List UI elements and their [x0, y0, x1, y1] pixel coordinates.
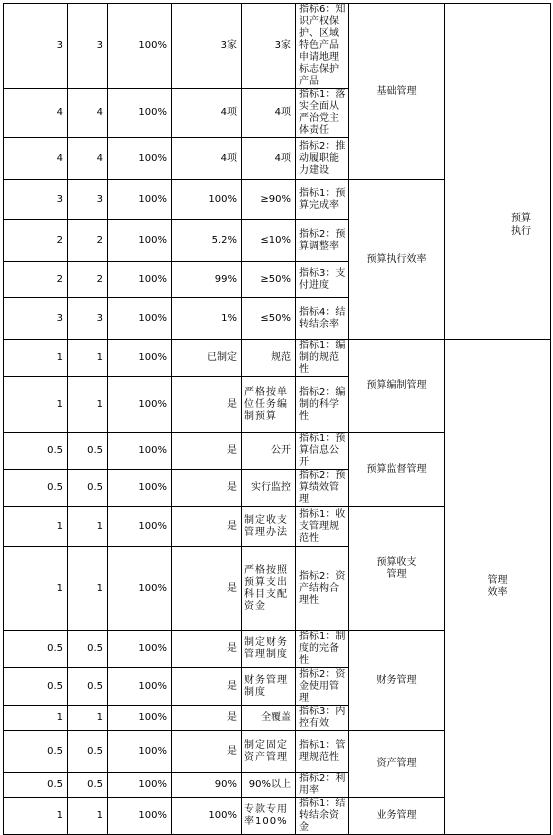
target-cell: 3家: [242, 4, 296, 89]
target-cell: 全覆盖: [242, 706, 296, 731]
rate-cell: 100%: [108, 138, 172, 180]
rate-cell: 100%: [108, 470, 172, 507]
level2-basic-management: 基础管理: [349, 4, 445, 180]
weight-cell: 0.5: [68, 631, 108, 668]
target-cell: ≥90%: [242, 180, 296, 220]
rate-cell: 100%: [108, 433, 172, 470]
actual-cell: 是: [172, 377, 242, 433]
level2-finance-management: 财务管理: [349, 631, 445, 731]
actual-cell: 4项: [172, 138, 242, 180]
score-cell: 1: [4, 547, 68, 631]
target-cell: 财务管理制度: [242, 668, 296, 706]
score-cell: 0.5: [4, 631, 68, 668]
indicator-cell: 指标2：预算绩效管理: [296, 470, 349, 507]
score-cell: 0.5: [4, 773, 68, 798]
weight-cell: 4: [68, 89, 108, 138]
target-cell: 规范: [242, 340, 296, 377]
rate-cell: 100%: [108, 377, 172, 433]
indicator-cell: 指标2：资金使用管理: [296, 668, 349, 706]
weight-cell: 1: [68, 706, 108, 731]
actual-cell: 100%: [172, 180, 242, 220]
level2-asset-management: 资产管理: [349, 731, 445, 798]
actual-cell: 是: [172, 731, 242, 773]
score-cell: 1: [4, 377, 68, 433]
actual-cell: 是: [172, 668, 242, 706]
weight-cell: 0.5: [68, 773, 108, 798]
actual-cell: 已制定: [172, 340, 242, 377]
indicator-cell: 指标1：收支管理规范性: [296, 507, 349, 547]
actual-cell: 3家: [172, 4, 242, 89]
score-cell: 1: [4, 798, 68, 835]
level2-business-management: 业务管理: [349, 798, 445, 835]
target-cell: ≥50%: [242, 262, 296, 298]
actual-cell: 是: [172, 547, 242, 631]
indicator-cell: 指标1：落实全面从严治党主体责任: [296, 89, 349, 138]
actual-cell: 是: [172, 706, 242, 731]
actual-cell: 是: [172, 631, 242, 668]
rate-cell: 100%: [108, 298, 172, 340]
weight-cell: 3: [68, 298, 108, 340]
table-row: [4, 4, 551, 89]
indicator-cell: 指标1：结转结余资金: [296, 798, 349, 835]
indicator-cell: 指标1：编制的规范性: [296, 340, 349, 377]
indicator-cell: 指标2：利用率: [296, 773, 349, 798]
score-cell: 1: [4, 507, 68, 547]
level2-budget-income-expense: 预算收支 管理: [349, 507, 445, 631]
weight-cell: 1: [68, 547, 108, 631]
score-cell: 3: [4, 4, 68, 89]
weight-cell: 1: [68, 377, 108, 433]
score-cell: 1: [4, 340, 68, 377]
indicator-cell: 指标4：结转结余率: [296, 298, 349, 340]
score-cell: 2: [4, 262, 68, 298]
target-cell: 4项: [242, 89, 296, 138]
rate-cell: 100%: [108, 706, 172, 731]
actual-cell: 100%: [172, 798, 242, 835]
rate-cell: 100%: [108, 547, 172, 631]
indicator-table: [3, 3, 551, 835]
indicator-cell: 指标2：推动履职能力建设: [296, 138, 349, 180]
indicator-cell: 指标2：资产结构合理性: [296, 547, 349, 631]
indicator-cell: 指标1：预算信息公开: [296, 433, 349, 470]
indicator-cell: 指标2：编制的科学性: [296, 377, 349, 433]
rate-cell: 100%: [108, 340, 172, 377]
indicator-cell: 指标3：支付进度: [296, 262, 349, 298]
weight-cell: 0.5: [68, 668, 108, 706]
score-cell: 0.5: [4, 470, 68, 507]
weight-cell: 3: [68, 180, 108, 220]
score-cell: 4: [4, 138, 68, 180]
weight-cell: 2: [68, 220, 108, 262]
target-cell: 制定收支管理办法: [242, 507, 296, 547]
target-cell: 实行监控: [242, 470, 296, 507]
target-cell: 严格按照预算支出科目支配资金: [242, 547, 296, 631]
rate-cell: 100%: [108, 773, 172, 798]
indicator-cell: 指标2：预算调整率: [296, 220, 349, 262]
actual-cell: 4项: [172, 89, 242, 138]
indicator-cell: 指标6：知识产权保护、区域特色产品申请地理标志保护产品: [296, 4, 349, 89]
score-cell: 4: [4, 89, 68, 138]
target-cell: 制定固定资产管理: [242, 731, 296, 773]
score-cell: 1: [4, 706, 68, 731]
target-cell: 公开: [242, 433, 296, 470]
score-cell: 3: [4, 180, 68, 220]
target-cell: 90%以上: [242, 773, 296, 798]
actual-cell: 是: [172, 433, 242, 470]
weight-cell: 1: [68, 507, 108, 547]
weight-cell: 0.5: [68, 731, 108, 773]
level1-management-efficiency: 管理 效率: [445, 340, 551, 835]
level2-budget-execution-rate: 预算执行效率: [349, 180, 445, 340]
level1-empty-cell: [445, 4, 551, 340]
actual-cell: 1%: [172, 298, 242, 340]
weight-cell: 1: [68, 340, 108, 377]
weight-cell: 4: [68, 138, 108, 180]
rate-cell: 100%: [108, 798, 172, 835]
target-cell: ≤10%: [242, 220, 296, 262]
rate-cell: 100%: [108, 89, 172, 138]
target-cell: 制定财务管理制度: [242, 631, 296, 668]
rate-cell: 100%: [108, 668, 172, 706]
indicator-cell: 指标1：制度的完备性: [296, 631, 349, 668]
target-cell: 严格按单位任务编制预算: [242, 377, 296, 433]
rate-cell: 100%: [108, 507, 172, 547]
rate-cell: 100%: [108, 262, 172, 298]
weight-cell: 0.5: [68, 470, 108, 507]
rate-cell: 100%: [108, 180, 172, 220]
table-row: [4, 340, 551, 377]
rate-cell: 100%: [108, 731, 172, 773]
target-cell: 4项: [242, 138, 296, 180]
indicator-cell: 指标1：管理规范性: [296, 731, 349, 773]
score-cell: 2: [4, 220, 68, 262]
actual-cell: 是: [172, 470, 242, 507]
target-cell: ≤50%: [242, 298, 296, 340]
performance-evaluation-table: [3, 3, 550, 833]
score-cell: 0.5: [4, 731, 68, 773]
weight-cell: 0.5: [68, 433, 108, 470]
level2-budget-supervision: 预算监督管理: [349, 433, 445, 507]
indicator-cell: 指标1：预算完成率: [296, 180, 349, 220]
rate-cell: 100%: [108, 4, 172, 89]
level1-budget-execution: 预算 执行: [495, 212, 547, 238]
rate-cell: 100%: [108, 220, 172, 262]
target-cell: 专款专用率100%: [242, 798, 296, 835]
weight-cell: 1: [68, 798, 108, 835]
level2-budget-compilation: 预算编制管理: [349, 340, 445, 433]
rate-cell: 100%: [108, 631, 172, 668]
indicator-cell: 指标3：内控有效: [296, 706, 349, 731]
score-cell: 3: [4, 298, 68, 340]
score-cell: 0.5: [4, 433, 68, 470]
weight-cell: 2: [68, 262, 108, 298]
weight-cell: 3: [68, 4, 108, 89]
actual-cell: 99%: [172, 262, 242, 298]
actual-cell: 是: [172, 507, 242, 547]
actual-cell: 5.2%: [172, 220, 242, 262]
score-cell: 0.5: [4, 668, 68, 706]
actual-cell: 90%: [172, 773, 242, 798]
